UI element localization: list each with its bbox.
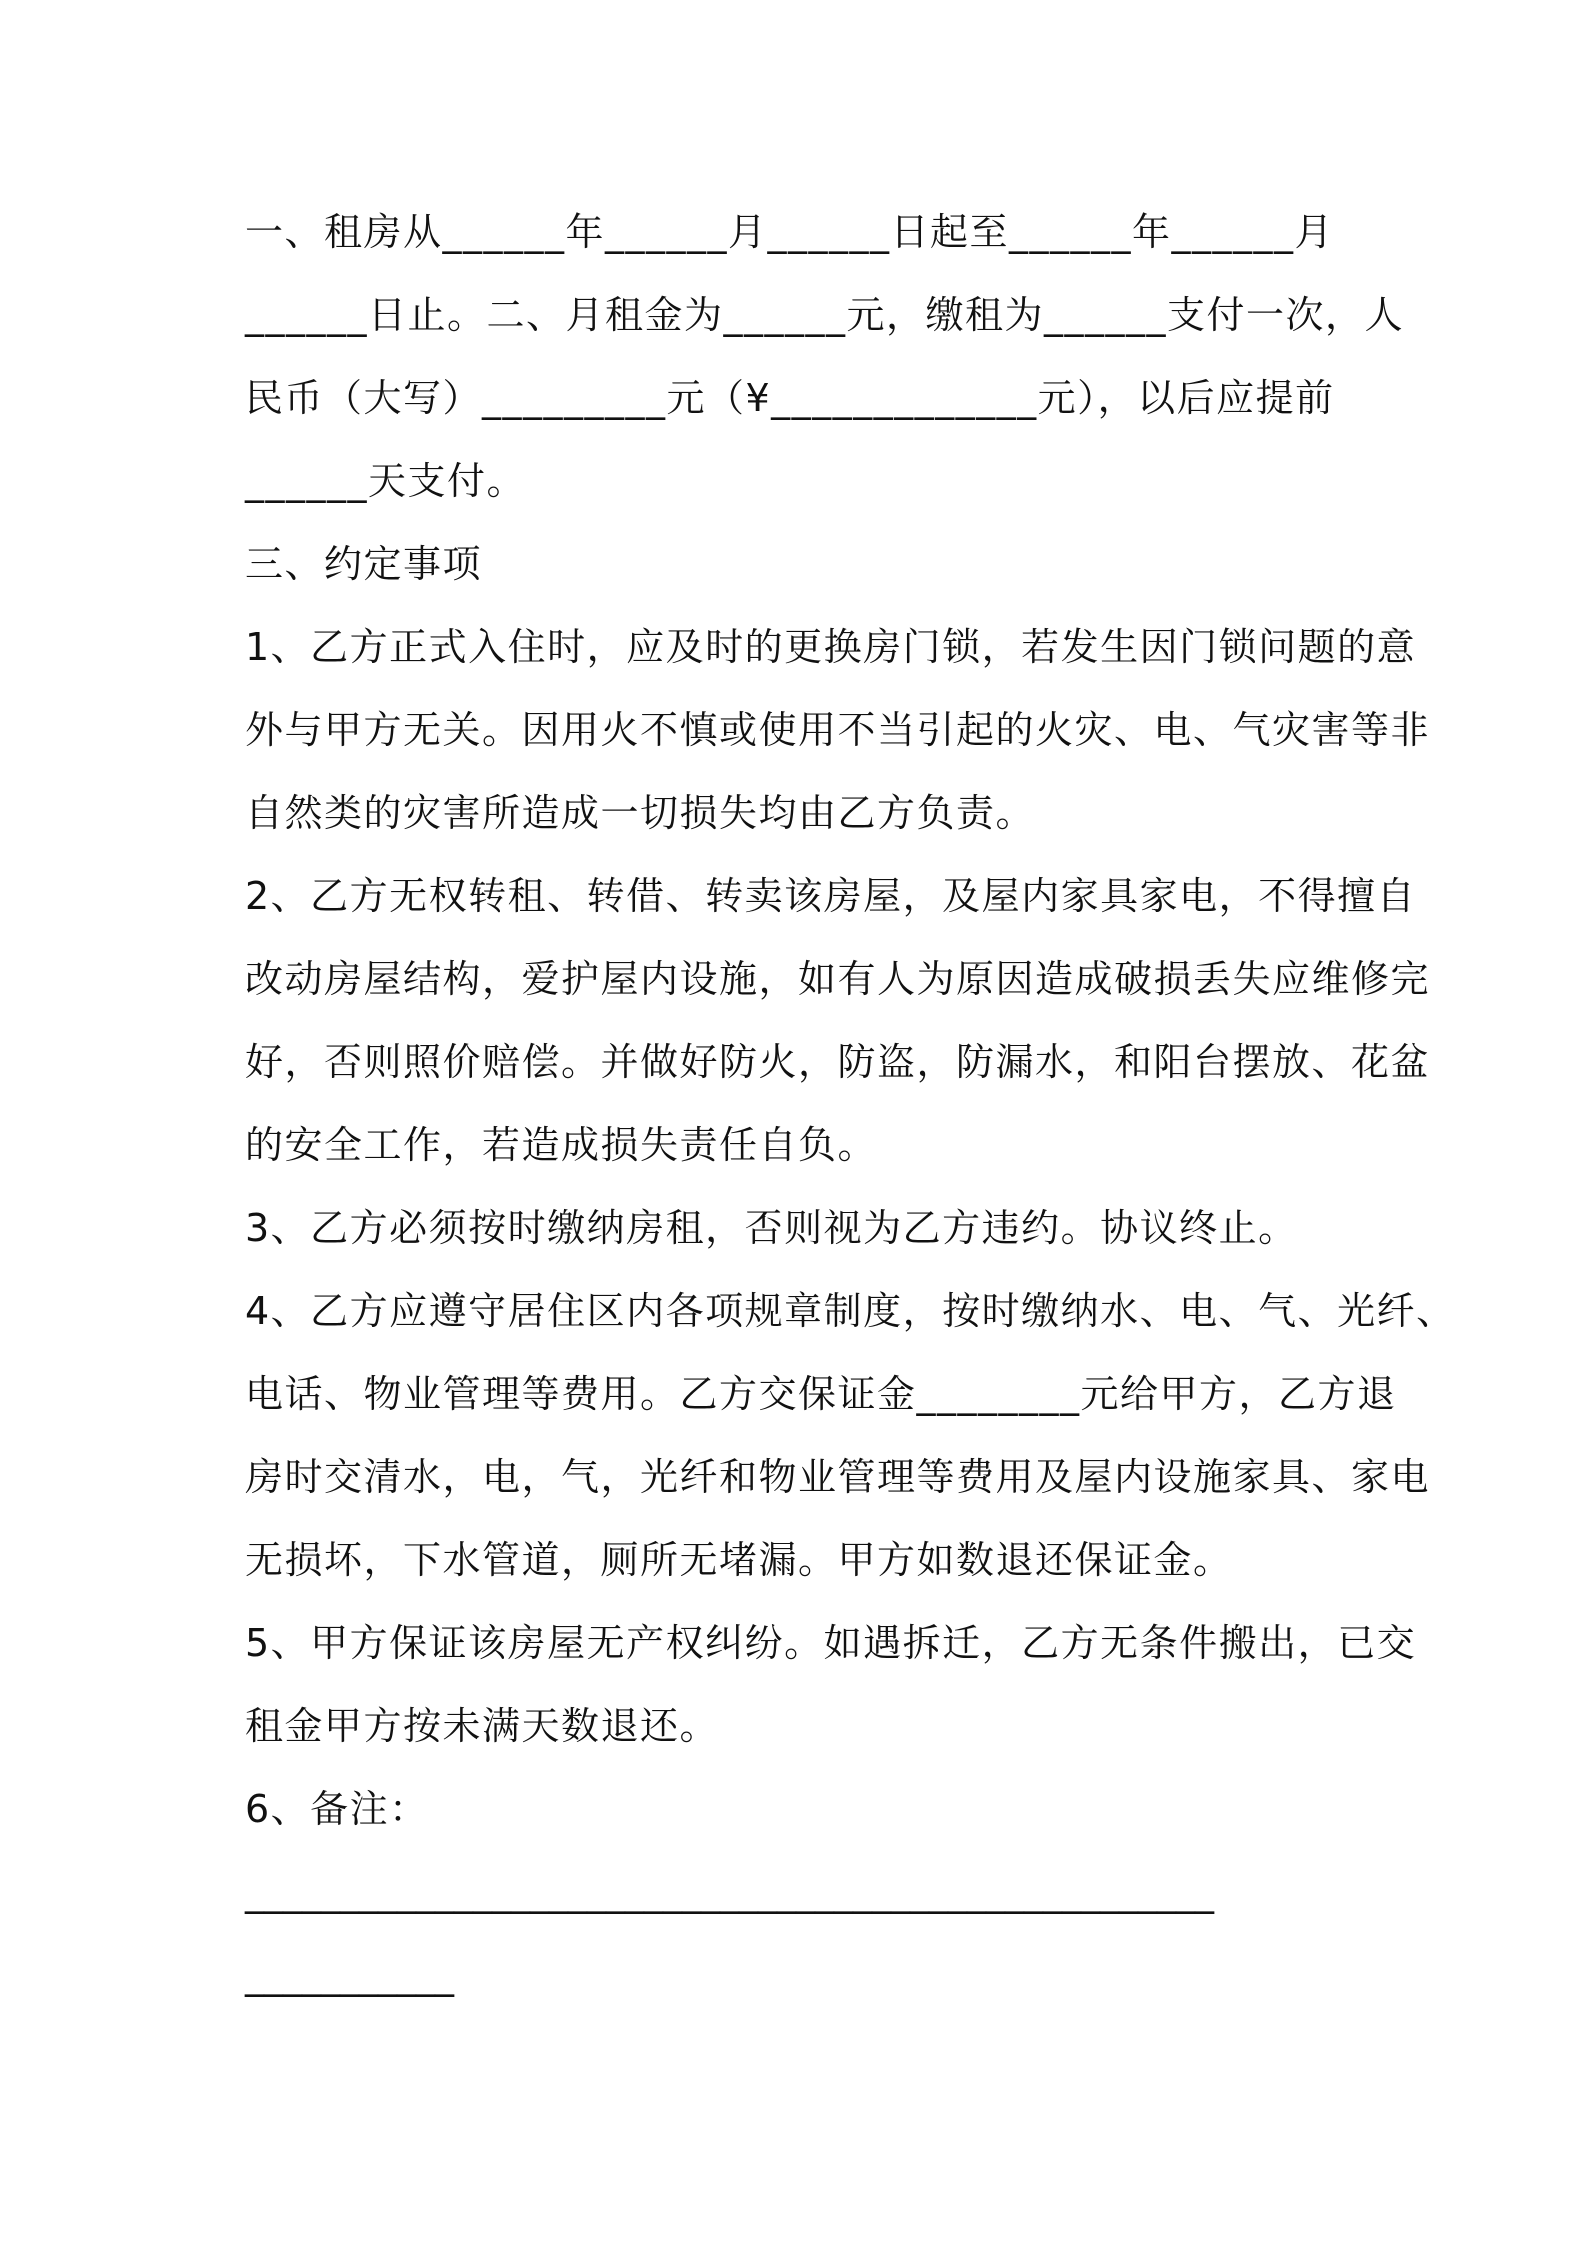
clause-4-line-3: 房时交清水，电，气，光纤和物业管理等费用及屋内设施家具、家电 [245,1455,1431,1499]
term-period-line: 一、租房从______年______月______日起至______年______月 [245,210,1335,254]
remarks-blank-line-2: ___________ [245,1953,454,1997]
clause-3-line-1: 3、乙方必须按时缴纳房租，否则视为乙方违约。协议终止。 [245,1206,1298,1250]
remarks-label: 6、备注： [245,1787,429,1831]
clause-1-line-3: 自然类的灾害所造成一切损失均由乙方负责。 [245,791,1036,835]
clause-1-line-2: 外与甲方无关。因用火不慎或使用不当引起的火灾、电、气灾害等非 [245,708,1431,752]
rent-amount-line: ______日止。二、月租金为______元，缴租为______支付一次，人 [245,293,1405,337]
clause-2-line-2: 改动房屋结构，爱护屋内设施，如有人为原因造成破损丢失应维修完 [245,957,1431,1001]
clause-4-line-2: 电话、物业管理等费用。乙方交保证金________元给甲方，乙方退 [245,1372,1397,1416]
clause-2-line-4: 的安全工作，若造成损失责任自负。 [245,1123,878,1167]
rent-currency-line: 民币（大写）_________元（¥_____________元），以后应提前 [245,376,1335,420]
clause-2-line-3: 好，否则照价赔偿。并做好防火，防盗，防漏水，和阳台摆放、花盆 [245,1040,1431,1084]
remarks-blank-line-1: ___________________________________________________ [245,1870,1214,1914]
section-heading: 三、约定事项 [245,542,483,586]
clause-2-line-1: 2、乙方无权转租、转借、转卖该房屋，及屋内家具家电，不得擅自 [245,874,1417,918]
clause-5-line-2: 租金甲方按未满天数退还。 [245,1704,720,1748]
clause-4-line-1: 4、乙方应遵守居住区内各项规章制度，按时缴纳水、电、气、光纤、 [245,1289,1456,1333]
clause-1-line-1: 1、乙方正式入住时，应及时的更换房门锁，若发生因门锁问题的意 [245,625,1417,669]
payment-days-line: ______天支付。 [245,459,527,503]
clause-4-line-4: 无损坏，下水管道，厕所无堵漏。甲方如数退还保证金。 [245,1538,1233,1582]
clause-5-line-1: 5、甲方保证该房屋无产权纠纷。如遇拆迁，乙方无条件搬出，已交 [245,1621,1417,1665]
